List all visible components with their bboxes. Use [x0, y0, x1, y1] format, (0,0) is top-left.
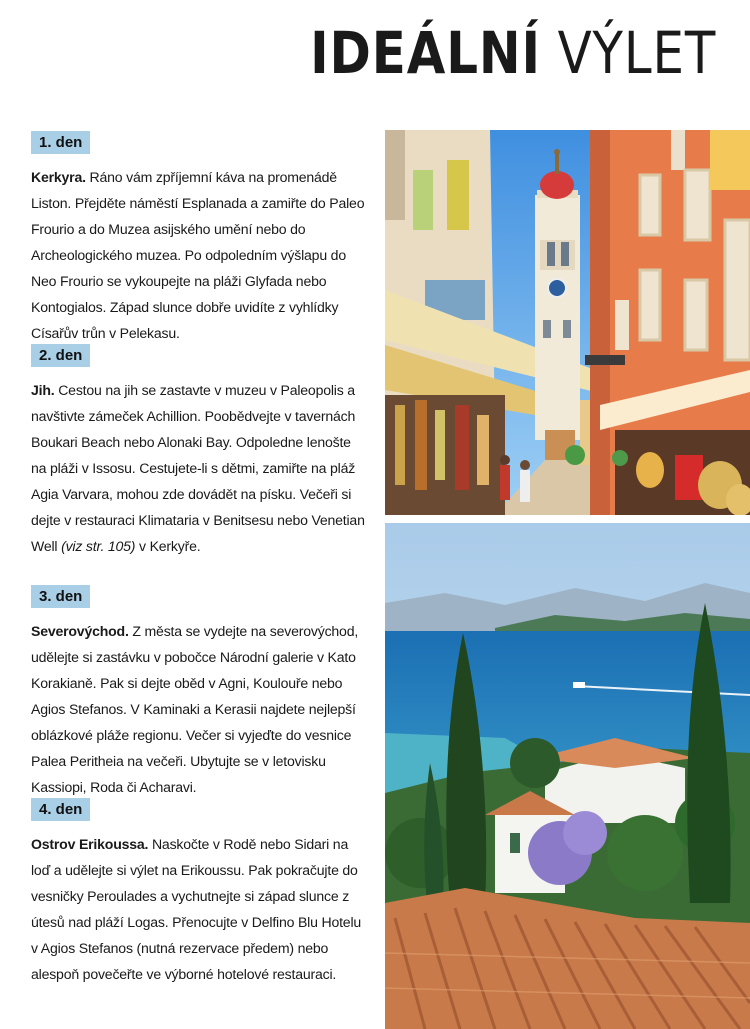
day-section-2	[31, 344, 366, 559]
day-text	[31, 618, 366, 800]
day-section-4	[31, 798, 366, 987]
photo-kerkyra-street	[385, 130, 750, 515]
day-lead: Kerkyra.	[31, 169, 86, 185]
day-section-1	[31, 131, 366, 346]
day-lead: Ostrov Erikoussa.	[31, 836, 149, 852]
title-bold: IDEÁLNÍ	[309, 19, 541, 87]
photo-coast-landscape	[385, 523, 750, 1029]
day-body: Z města se vydejte na severovýchod, udělejte si zastávku v pobočce Národní galerie v Kato Korakianě. Pak si dejte oběd v Agni, Koulouře nebo Agios Stefanos. V Kaminaki a Kerasii najdete nejlepší oblázkové pláže regionu. Večer si vyjeďte do vesnice Palea Peritheia na večeři. Ubytujte se v letovisku Kassiopi, Roda či Acharavi.	[31, 623, 359, 795]
day-lead: Severovýchod.	[31, 623, 129, 639]
day-body: Naskočte v Rodě nebo Sidari na loď a udělejte si výlet na Erikoussu. Pak pokračujte do vesničky Peroulades a vychutnejte si západ slunce z útesů nad pláží Logas. Přenocujte v Delfino Blu Hotelu v Agios Stefanos (nutná rezervace předem) nebo alespoň povečeřte ve výborné hotelové restauraci.	[31, 836, 362, 982]
day-text	[31, 164, 366, 346]
day-label: 4. den	[31, 798, 90, 821]
day-body-tail: v Kerkyře.	[135, 538, 201, 554]
day-body: Cestou na jih se zastavte v muzeu v Paleopolis a navštivte zámeček Achillion. Poobědvejte v tavernách Boukari Beach nebo Alonaki Bay. Odpoledne lenošte na pláži v Issosu. Cestujete-li s dětmi, zamiřte na pláž Agia Varvara, mohou zde dovádět na písku. Večeři si dejte v restauraci Klimataria v Benitsesu nebo Venetian Well	[31, 382, 365, 554]
day-lead: Jih.	[31, 382, 55, 398]
day-text	[31, 831, 366, 987]
day-text	[31, 377, 366, 559]
day-label: 2. den	[31, 344, 90, 367]
page-title	[309, 19, 716, 87]
title-light: VÝLET	[557, 19, 716, 87]
day-body: Ráno vám zpříjemní káva na promenádě Liston. Přejděte náměstí Esplanada a zamiřte do Paleo Frourio a do Muzea asijského umění nebo do Archeologického muzea. Po odpoledním výšlapu do Neo Frourio se vykoupejte na pláži Glyfada nebo Kontogialos. Západ slunce dobře uvidíte z vyhlídky Císařův trůn v Pelekasu.	[31, 169, 365, 341]
day-section-3	[31, 585, 366, 800]
day-label: 1. den	[31, 131, 90, 154]
day-label: 3. den	[31, 585, 90, 608]
page-reference: (viz str. 105)	[61, 538, 136, 554]
